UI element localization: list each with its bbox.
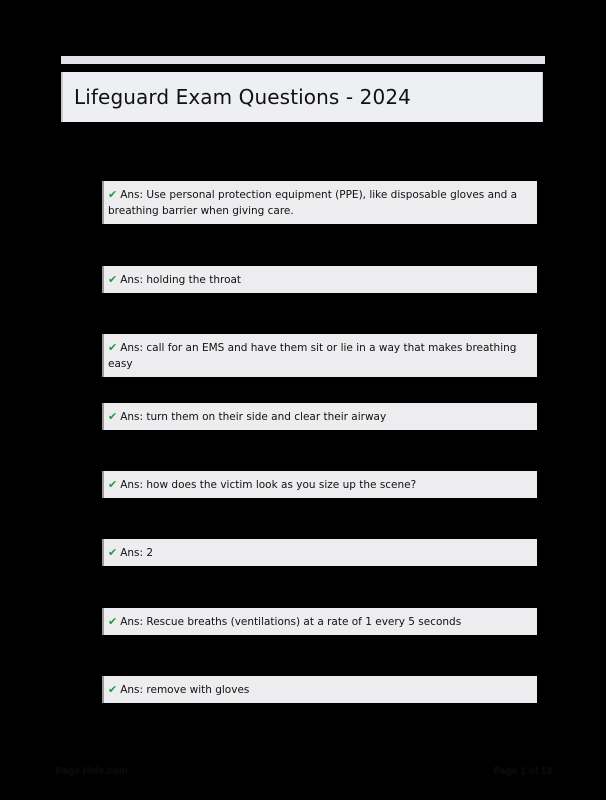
answer-block (102, 539, 537, 566)
check-icon: ✔ (108, 683, 118, 696)
answer-block (102, 266, 537, 293)
check-icon: ✔ (108, 273, 118, 286)
answer-text: Ans: 2 (120, 547, 154, 559)
title-box (61, 72, 543, 122)
answer-block (102, 181, 537, 224)
answer-text: Ans: Use personal protection equipment (PPE), like disposable gloves and a breathing barrier when giving care. (108, 189, 518, 217)
answer-block (102, 676, 537, 703)
answer-text: Ans: Rescue breaths (ventilations) at a rate of 1 every 5 seconds (120, 616, 462, 628)
check-icon: ✔ (108, 615, 118, 628)
top-rule (61, 56, 545, 64)
check-icon: ✔ (108, 188, 118, 201)
answer-block (102, 334, 537, 377)
check-icon: ✔ (108, 341, 118, 354)
answer-block (102, 608, 537, 635)
answer-text: Ans: call for an EMS and have them sit or lie in a way that makes breathing easy (108, 342, 517, 370)
answer-block (102, 471, 537, 498)
check-icon: ✔ (108, 546, 118, 559)
check-icon: ✔ (108, 410, 118, 423)
footer-site-name: Page Hide.com (56, 766, 128, 777)
answer-text: Ans: turn them on their side and clear their airway (120, 411, 387, 423)
check-icon: ✔ (108, 478, 118, 491)
answer-block (102, 403, 537, 430)
footer-page-number: Page 1 of 10 (493, 766, 552, 777)
page-title: Lifeguard Exam Questions - 2024 (74, 85, 411, 109)
answer-text: Ans: how does the victim look as you size up the scene? (120, 479, 417, 491)
answer-text: Ans: holding the throat (120, 274, 242, 286)
answer-text: Ans: remove with gloves (120, 684, 250, 696)
